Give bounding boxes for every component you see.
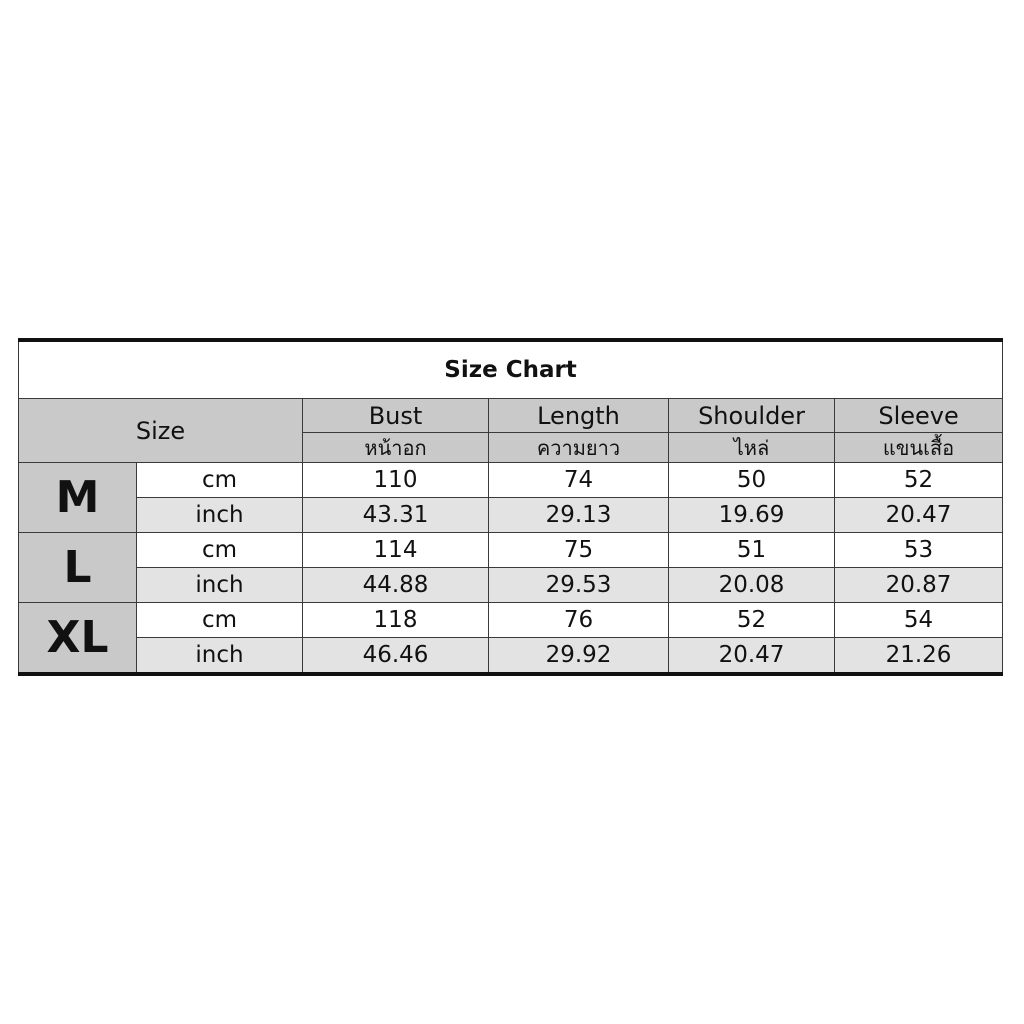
value-cell: 20.08 [669, 568, 835, 603]
column-header-shoulder: Shoulder [669, 399, 835, 433]
value-cell: 51 [669, 533, 835, 568]
value-cell: 76 [489, 603, 669, 638]
value-cell: 43.31 [303, 498, 489, 533]
column-header-sleeve-thai: แขนเสื้อ [835, 433, 1003, 463]
size-label-m: M [19, 463, 137, 533]
value-cell: 29.13 [489, 498, 669, 533]
table-row-l-cm [19, 533, 1003, 568]
value-cell: 44.88 [303, 568, 489, 603]
table-row-xl-cm [19, 603, 1003, 638]
column-header-length-thai: ความยาว [489, 433, 669, 463]
table-row-m-cm [19, 463, 1003, 498]
unit-cell: inch [137, 498, 303, 533]
column-header-bust-thai: หน้าอก [303, 433, 489, 463]
value-cell: 52 [669, 603, 835, 638]
value-cell: 54 [835, 603, 1003, 638]
unit-cell: cm [137, 603, 303, 638]
size-chart-table [18, 338, 1003, 676]
unit-cell: inch [137, 638, 303, 675]
value-cell: 20.47 [669, 638, 835, 675]
column-header-sleeve: Sleeve [835, 399, 1003, 433]
size-header: Size [19, 399, 303, 463]
unit-cell: cm [137, 533, 303, 568]
value-cell: 118 [303, 603, 489, 638]
table-row-l-inch [19, 568, 1003, 603]
column-header-shoulder-thai: ไหล่ [669, 433, 835, 463]
value-cell: 20.87 [835, 568, 1003, 603]
value-cell: 50 [669, 463, 835, 498]
value-cell: 46.46 [303, 638, 489, 675]
value-cell: 29.53 [489, 568, 669, 603]
value-cell: 110 [303, 463, 489, 498]
value-cell: 21.26 [835, 638, 1003, 675]
value-cell: 114 [303, 533, 489, 568]
column-header-length: Length [489, 399, 669, 433]
unit-cell: inch [137, 568, 303, 603]
size-label-xl: XL [19, 603, 137, 675]
title-row [19, 340, 1003, 399]
value-cell: 53 [835, 533, 1003, 568]
table-row-m-inch [19, 498, 1003, 533]
column-header-bust: Bust [303, 399, 489, 433]
value-cell: 29.92 [489, 638, 669, 675]
unit-cell: cm [137, 463, 303, 498]
value-cell: 75 [489, 533, 669, 568]
header-row-en [19, 399, 1003, 433]
chart-title: Size Chart [19, 340, 1003, 399]
size-label-l: L [19, 533, 137, 603]
value-cell: 52 [835, 463, 1003, 498]
value-cell: 20.47 [835, 498, 1003, 533]
table-row-xl-inch [19, 638, 1003, 675]
value-cell: 74 [489, 463, 669, 498]
value-cell: 19.69 [669, 498, 835, 533]
